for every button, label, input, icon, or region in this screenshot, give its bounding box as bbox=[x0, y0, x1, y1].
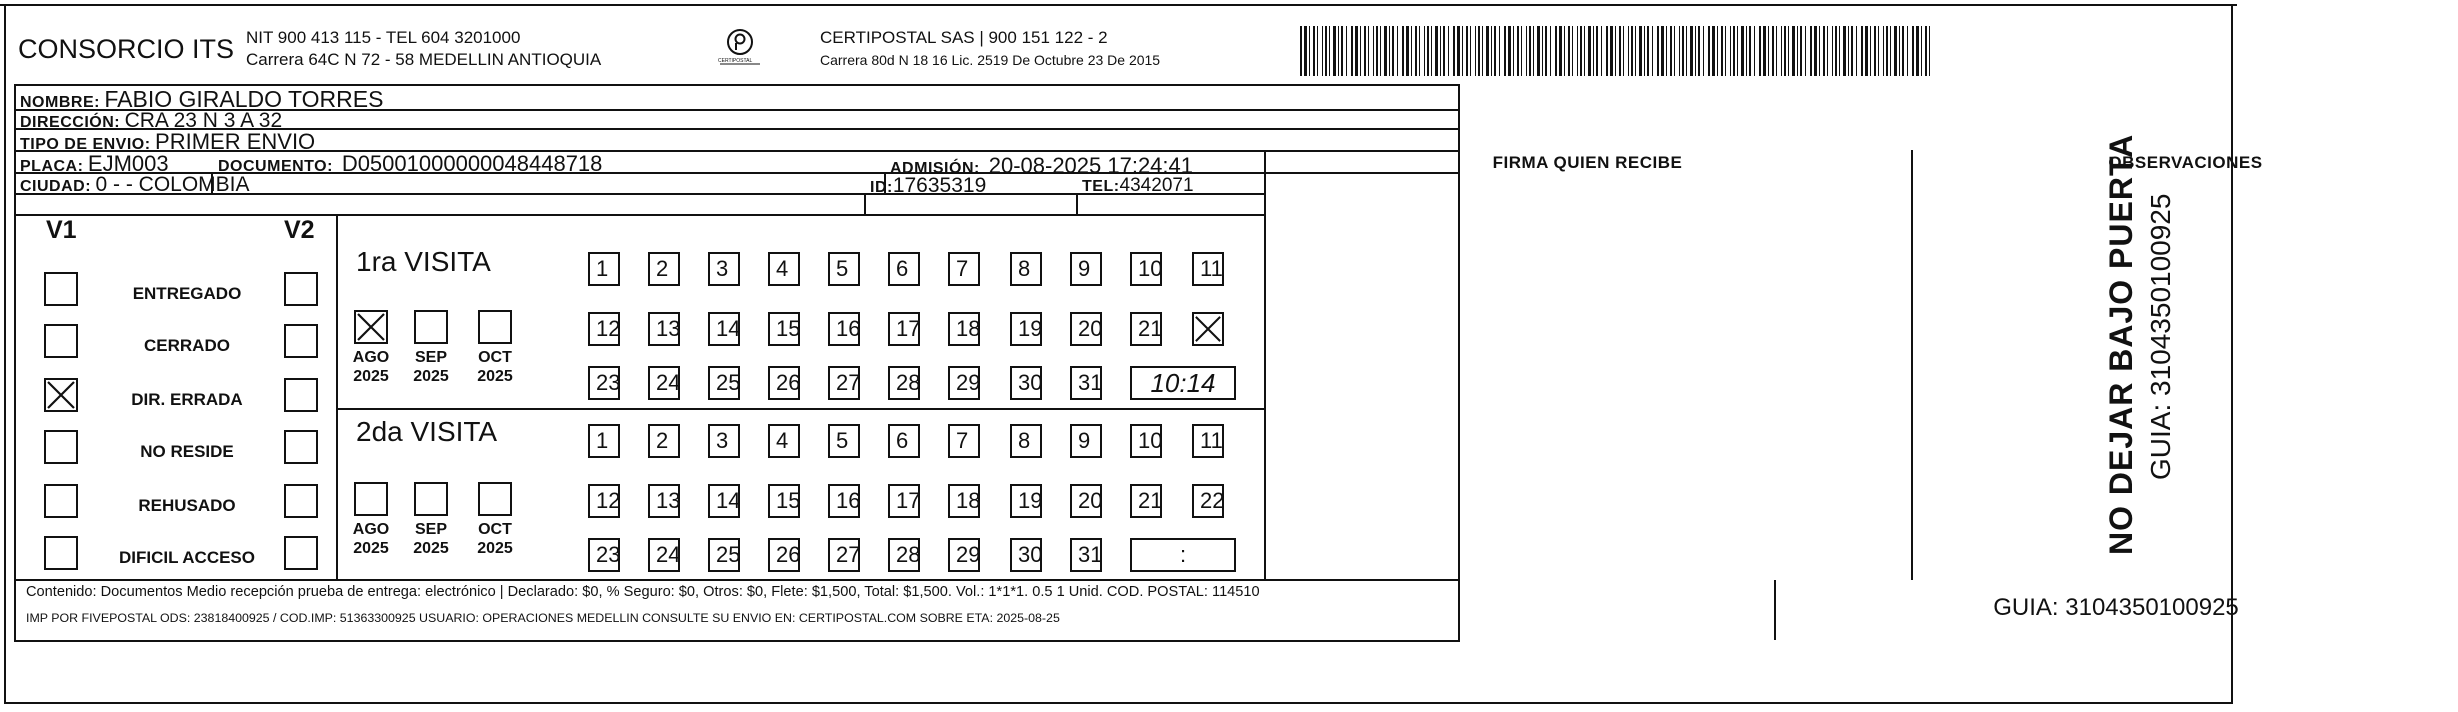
table-bottom bbox=[14, 640, 1460, 642]
certipostal-line2: Carrera 80d N 18 16 Lic. 2519 De Octubre 23 De 2015 bbox=[820, 52, 1161, 68]
visita1-day-box[interactable]: 29 bbox=[948, 366, 980, 400]
visita2-day-box[interactable]: 19 bbox=[1010, 484, 1042, 518]
v1-checkbox[interactable] bbox=[44, 272, 78, 306]
direccion-label: DIRECCIÓN: bbox=[20, 114, 121, 131]
visita2-day-box[interactable]: 11 bbox=[1192, 424, 1224, 458]
month-name: OCT bbox=[478, 349, 512, 366]
visita1-day-box[interactable]: 30 bbox=[1010, 366, 1042, 400]
visita1-month-checkbox[interactable] bbox=[414, 310, 448, 344]
visita1-month-label bbox=[470, 348, 520, 386]
bottom-border bbox=[4, 702, 2233, 704]
visita2-day-box[interactable]: 22 bbox=[1192, 484, 1224, 518]
visita1-day-box[interactable]: 8 bbox=[1010, 252, 1042, 286]
certipostal-logo bbox=[716, 26, 764, 70]
tipo-label: TIPO DE ENVIO: bbox=[20, 136, 151, 153]
visita2-day-box[interactable]: 14 bbox=[708, 484, 740, 518]
visita1-day-box[interactable]: 2 bbox=[648, 252, 680, 286]
visita2-day-box[interactable]: 30 bbox=[1010, 538, 1042, 572]
month-year: 2025 bbox=[353, 368, 389, 385]
visita1-day-box[interactable]: 19 bbox=[1010, 312, 1042, 346]
visita1-day-box[interactable]: 23 bbox=[588, 366, 620, 400]
visita2-day-box[interactable]: 27 bbox=[828, 538, 860, 572]
visita1-day-box[interactable]: 15 bbox=[768, 312, 800, 346]
row-line bbox=[14, 214, 1264, 216]
visita2-day-box[interactable]: 15 bbox=[768, 484, 800, 518]
logo-text: CERTIPOSTAL bbox=[718, 58, 753, 64]
visita1-day-box[interactable]: 25 bbox=[708, 366, 740, 400]
x-mark-icon bbox=[46, 380, 76, 410]
visita2-month-label bbox=[406, 520, 456, 558]
footer-guia: GUIA: 3104350100925 bbox=[1993, 594, 2239, 621]
visita2-day-box[interactable]: 31 bbox=[1070, 538, 1102, 572]
visita2-title: 2da VISITA bbox=[356, 416, 498, 447]
visita1-month-label bbox=[346, 348, 396, 386]
visita1-day-box[interactable]: 9 bbox=[1070, 252, 1102, 286]
status-label: REHUSADO bbox=[138, 496, 236, 515]
month-name: SEP bbox=[414, 521, 447, 538]
documento-field bbox=[218, 151, 602, 177]
month-year: 2025 bbox=[413, 368, 449, 385]
tel-label: TEL: bbox=[1082, 178, 1120, 195]
visita1-day-box[interactable]: 17 bbox=[888, 312, 920, 346]
ciudad-value: 0 - - COLOMBIA bbox=[95, 173, 250, 196]
visita2-month-label bbox=[346, 520, 396, 558]
v1-checkbox[interactable] bbox=[44, 484, 78, 518]
v1-checkbox[interactable] bbox=[44, 536, 78, 570]
status-label: DIFICIL ACCESO bbox=[118, 548, 255, 567]
visita2-month-checkbox[interactable] bbox=[478, 482, 512, 516]
v2-header: V2 bbox=[284, 216, 315, 244]
visita2-day-box[interactable]: 16 bbox=[828, 484, 860, 518]
footer-contenido: Contenido: Documentos Medio recepción prueba de entrega: electrónico | Declarado: $0, % Seguro: $0, Otros: $0, Flete: $1,500, Total: $1,500. Vol.: 1*1*1. 0.5 1 Unid. COD. POSTAL: 114510 bbox=[26, 584, 1260, 600]
table-left bbox=[14, 84, 16, 642]
visita1-day-box[interactable]: 1 bbox=[588, 252, 620, 286]
visita2-day-box[interactable]: 21 bbox=[1130, 484, 1162, 518]
v1-checkbox[interactable] bbox=[44, 430, 78, 464]
no-dejar-label: NO DEJAR BAJO PUERTA bbox=[2103, 133, 2139, 555]
visita2-day-box[interactable]: 3 bbox=[708, 424, 740, 458]
visita1-day-box[interactable]: 24 bbox=[648, 366, 680, 400]
direccion-value: CRA 23 N 3 A 32 bbox=[124, 109, 283, 132]
v2-checkbox[interactable] bbox=[284, 484, 318, 518]
visita1-day-box[interactable]: 10 bbox=[1130, 252, 1162, 286]
visita2-day-box[interactable]: 6 bbox=[888, 424, 920, 458]
month-name: SEP bbox=[414, 349, 447, 366]
admision-label: ADMISIÓN: bbox=[890, 160, 980, 177]
id-value: 17635319 bbox=[892, 174, 987, 197]
visita1-day-box[interactable] bbox=[1192, 312, 1224, 346]
v2-checkbox[interactable] bbox=[284, 536, 318, 570]
v1-checkbox[interactable] bbox=[44, 324, 78, 358]
visita1-month-label bbox=[406, 348, 456, 386]
visita1-day-box[interactable]: 18 bbox=[948, 312, 980, 346]
visita1-day-box[interactable]: 7 bbox=[948, 252, 980, 286]
documento-label: DOCUMENTO: bbox=[218, 158, 333, 175]
visita1-day-box[interactable]: 3 bbox=[708, 252, 740, 286]
visita2-day-box[interactable]: 1 bbox=[588, 424, 620, 458]
company-name: CONSORCIO ITS bbox=[18, 34, 235, 64]
row-line bbox=[14, 579, 1460, 581]
placa-value: EJM003 bbox=[87, 151, 169, 176]
side-guia: GUIA: 3104350100925 bbox=[2145, 193, 2176, 480]
visita2-day-box[interactable]: 12 bbox=[588, 484, 620, 518]
visita2-day-box[interactable]: 17 bbox=[888, 484, 920, 518]
ciudad-field bbox=[20, 173, 250, 197]
visita1-day-box[interactable]: 20 bbox=[1070, 312, 1102, 346]
visita2-day-box[interactable]: 13 bbox=[648, 484, 680, 518]
visita1-title: 1ra VISITA bbox=[356, 246, 491, 277]
visita2-day-box[interactable]: 5 bbox=[828, 424, 860, 458]
tel-value: 4342071 bbox=[1119, 175, 1194, 196]
visita1-day-box[interactable]: 14 bbox=[708, 312, 740, 346]
barcode bbox=[1300, 26, 1930, 76]
visita1-month-checkbox[interactable] bbox=[478, 310, 512, 344]
visita1-day-box[interactable]: 16 bbox=[828, 312, 860, 346]
visita2-day-box[interactable]: 2 bbox=[648, 424, 680, 458]
obs-col-line bbox=[1911, 150, 1913, 580]
visita2-day-box[interactable]: 9 bbox=[1070, 424, 1102, 458]
observaciones-label: OBSERVACIONES bbox=[2108, 153, 2263, 172]
visita2-day-box[interactable]: 26 bbox=[768, 538, 800, 572]
placa-label: PLACA: bbox=[20, 158, 84, 175]
firma-col-line bbox=[1264, 150, 1266, 580]
v2-checkbox[interactable] bbox=[284, 324, 318, 358]
certipostal-line1: CERTIPOSTAL SAS | 900 151 122 - 2 bbox=[820, 28, 1108, 47]
month-year: 2025 bbox=[413, 540, 449, 557]
tel-col-line bbox=[1076, 193, 1078, 215]
tipo-value: PRIMER ENVIO bbox=[155, 129, 316, 154]
visita2-day-box[interactable]: 7 bbox=[948, 424, 980, 458]
visita2-day-box[interactable]: 24 bbox=[648, 538, 680, 572]
id-field bbox=[870, 174, 986, 198]
status-col-line bbox=[336, 214, 338, 580]
id-col-line bbox=[864, 193, 866, 215]
visita1-day-box[interactable]: 28 bbox=[888, 366, 920, 400]
month-year: 2025 bbox=[477, 540, 513, 557]
v2-checkbox[interactable] bbox=[284, 430, 318, 464]
visita2-day-box[interactable]: 29 bbox=[948, 538, 980, 572]
visita2-day-box[interactable]: 18 bbox=[948, 484, 980, 518]
firma-label: FIRMA QUIEN RECIBE bbox=[1492, 153, 1683, 172]
visita1-time-box[interactable]: 10:14 bbox=[1130, 366, 1236, 400]
visita2-month-checkbox[interactable] bbox=[354, 482, 388, 516]
month-year: 2025 bbox=[353, 540, 389, 557]
visita2-day-box[interactable]: 10 bbox=[1130, 424, 1162, 458]
visita2-time-box[interactable]: : bbox=[1130, 538, 1236, 572]
visita1-day-box[interactable]: 27 bbox=[828, 366, 860, 400]
x-mark-icon bbox=[356, 312, 386, 342]
visita2-month-label bbox=[470, 520, 520, 558]
visita1-day-box[interactable]: 4 bbox=[768, 252, 800, 286]
visita2-month-checkbox[interactable] bbox=[414, 482, 448, 516]
visita2-day-box[interactable]: 25 bbox=[708, 538, 740, 572]
month-name: OCT bbox=[478, 521, 512, 538]
left-border bbox=[4, 4, 6, 704]
visita2-day-box[interactable]: 28 bbox=[888, 538, 920, 572]
documento-value: D05001000000048448718 bbox=[341, 151, 603, 176]
nombre-label: NOMBRE: bbox=[20, 94, 100, 111]
v1-checkbox[interactable] bbox=[44, 378, 78, 412]
visita1-day-box[interactable]: 6 bbox=[888, 252, 920, 286]
x-mark-icon bbox=[1194, 314, 1222, 344]
month-name: AGO bbox=[352, 521, 390, 538]
visita1-day-box[interactable]: 5 bbox=[828, 252, 860, 286]
visita2-day-box[interactable]: 23 bbox=[588, 538, 620, 572]
ciudad-label: CIUDAD: bbox=[20, 178, 92, 195]
nombre-value: FABIO GIRALDO TORRES bbox=[104, 86, 384, 112]
visita2-day-box[interactable]: 20 bbox=[1070, 484, 1102, 518]
visita2-day-box[interactable]: 4 bbox=[768, 424, 800, 458]
status-label: CERRADO bbox=[144, 336, 230, 355]
v2-checkbox[interactable] bbox=[284, 378, 318, 412]
month-name: AGO bbox=[352, 349, 390, 366]
status-label: DIR. ERRADA bbox=[131, 390, 243, 409]
visita1-day-box[interactable]: 21 bbox=[1130, 312, 1162, 346]
top-border bbox=[0, 4, 2237, 6]
visita1-day-box[interactable]: 11 bbox=[1192, 252, 1224, 286]
v1-header: V1 bbox=[46, 216, 77, 244]
visita1-day-box[interactable]: 13 bbox=[648, 312, 680, 346]
status-label: NO RESIDE bbox=[140, 442, 234, 461]
visita1-month-checkbox[interactable] bbox=[354, 310, 388, 344]
visita1-day-box[interactable]: 12 bbox=[588, 312, 620, 346]
visita1-day-box[interactable]: 31 bbox=[1070, 366, 1102, 400]
admision-value: 20-08-2025 17:24:41 bbox=[988, 153, 1194, 178]
nit-line: NIT 900 413 115 - TEL 604 3201000 bbox=[246, 28, 521, 47]
visita2-day-box[interactable]: 8 bbox=[1010, 424, 1042, 458]
tel-field bbox=[1082, 175, 1194, 197]
address-line: Carrera 64C N 72 - 58 MEDELLIN ANTIOQUIA bbox=[246, 50, 602, 69]
visita1-day-box[interactable]: 26 bbox=[768, 366, 800, 400]
visit-divider bbox=[336, 408, 1264, 410]
status-label: ENTREGADO bbox=[132, 284, 242, 303]
footer-imp: IMP POR FIVEPOSTAL ODS: 23818400925 / COD.IMP: 51363300925 USUARIO: OPERACIONES MEDELLIN CONSULTE SU ENVIO EN: CERTIPOSTAL.COM SOBRE ETA: 2025-08-25 bbox=[26, 611, 1060, 625]
v2-checkbox[interactable] bbox=[284, 272, 318, 306]
month-year: 2025 bbox=[477, 368, 513, 385]
id-label: ID: bbox=[870, 179, 893, 196]
